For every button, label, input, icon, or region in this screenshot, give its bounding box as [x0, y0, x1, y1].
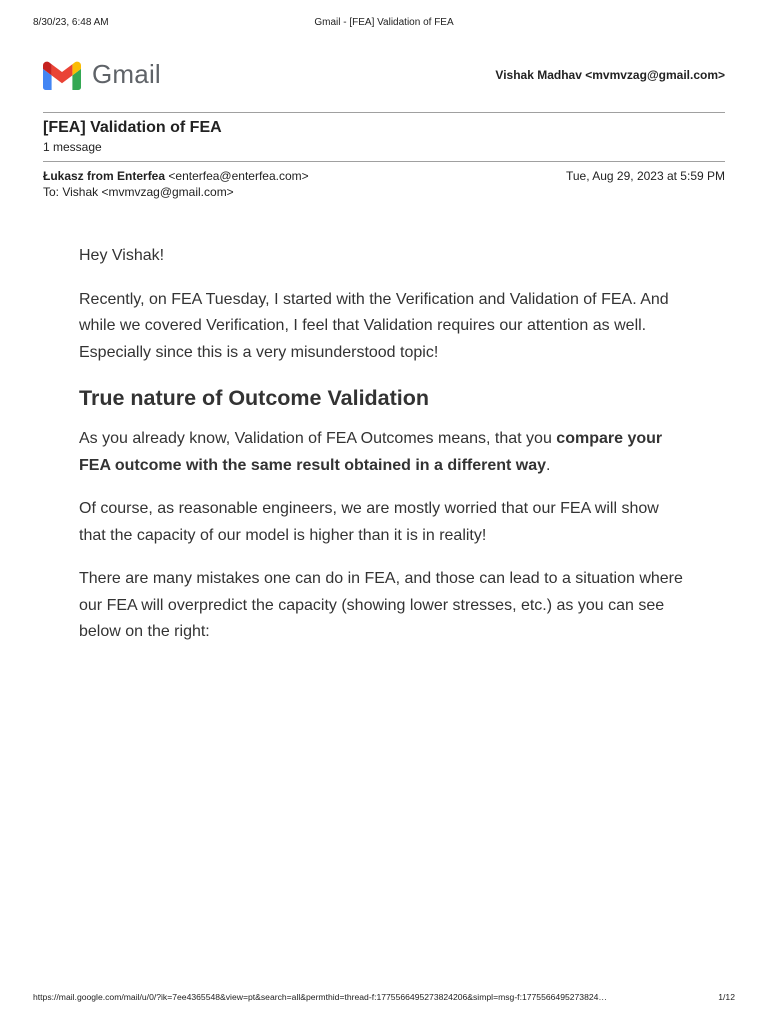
body-paragraph-2-lead: As you already know, Validation of FEA Outcomes means, that you [79, 430, 557, 447]
message-count: 1 message [43, 140, 102, 154]
body-paragraph-1: Recently, on FEA Tuesday, I started with the Verification and Validation of FEA. And while we covered Verification, I feel that Validation requires our attention as well. Especially since this is a very misunderstood topic! [79, 290, 669, 361]
print-footer [33, 992, 735, 1006]
recipient-line: To: Vishak <mvmvzag@gmail.com> [43, 185, 234, 199]
sender-line [43, 169, 309, 183]
body-paragraph-2-end: . [546, 456, 551, 474]
sent-date: Tue, Aug 29, 2023 at 5:59 PM [566, 169, 725, 183]
print-url: https://mail.google.com/mail/u/0/?ik=7ee4365548&view=pt&search=all&permthid=thread-f:1775566495273824206&simpl=msg-f:1775566495273824… [33, 992, 608, 1002]
sender-email: <enterfea@enterfea.com> [168, 169, 309, 183]
section-heading: True nature of Outcome Validation [79, 386, 430, 410]
gmail-m-icon [43, 61, 81, 90]
print-page-title: Gmail - [FEA] Validation of FEA [314, 17, 454, 28]
print-datetime: 8/30/23, 6:48 AM [33, 17, 109, 28]
page-number: 1/12 [718, 992, 735, 1002]
greeting: Hey Vishak! [79, 247, 165, 264]
sender-name: Łukasz from Enterfea [43, 169, 166, 183]
message-divider [43, 161, 725, 162]
body-paragraph-3: Of course, as reasonable engineers, we are mostly worried that our FEA will show that the capacity of our model is higher than it is in reality! [79, 500, 659, 544]
message-body [79, 243, 689, 663]
gmail-logo [43, 58, 161, 92]
thread-subject: [FEA] Validation of FEA [43, 119, 222, 136]
body-paragraph-2-emphasis: compare your FEA outcome with the same result obtained in a different way [79, 430, 663, 474]
account-name: Vishak Madhav <mvmvzag@gmail.com> [495, 68, 725, 82]
header-divider [43, 112, 725, 113]
gmail-wordmark: Gmail [92, 58, 161, 89]
body-paragraph-4: There are many mistakes one can do in FEA, and those can lead to a situation where our FEA will overpredict the capacity (showing lower stresses, etc.) as you can see below on the right: [79, 570, 683, 640]
body-paragraph-2 [79, 426, 689, 479]
print-header [33, 17, 735, 31]
